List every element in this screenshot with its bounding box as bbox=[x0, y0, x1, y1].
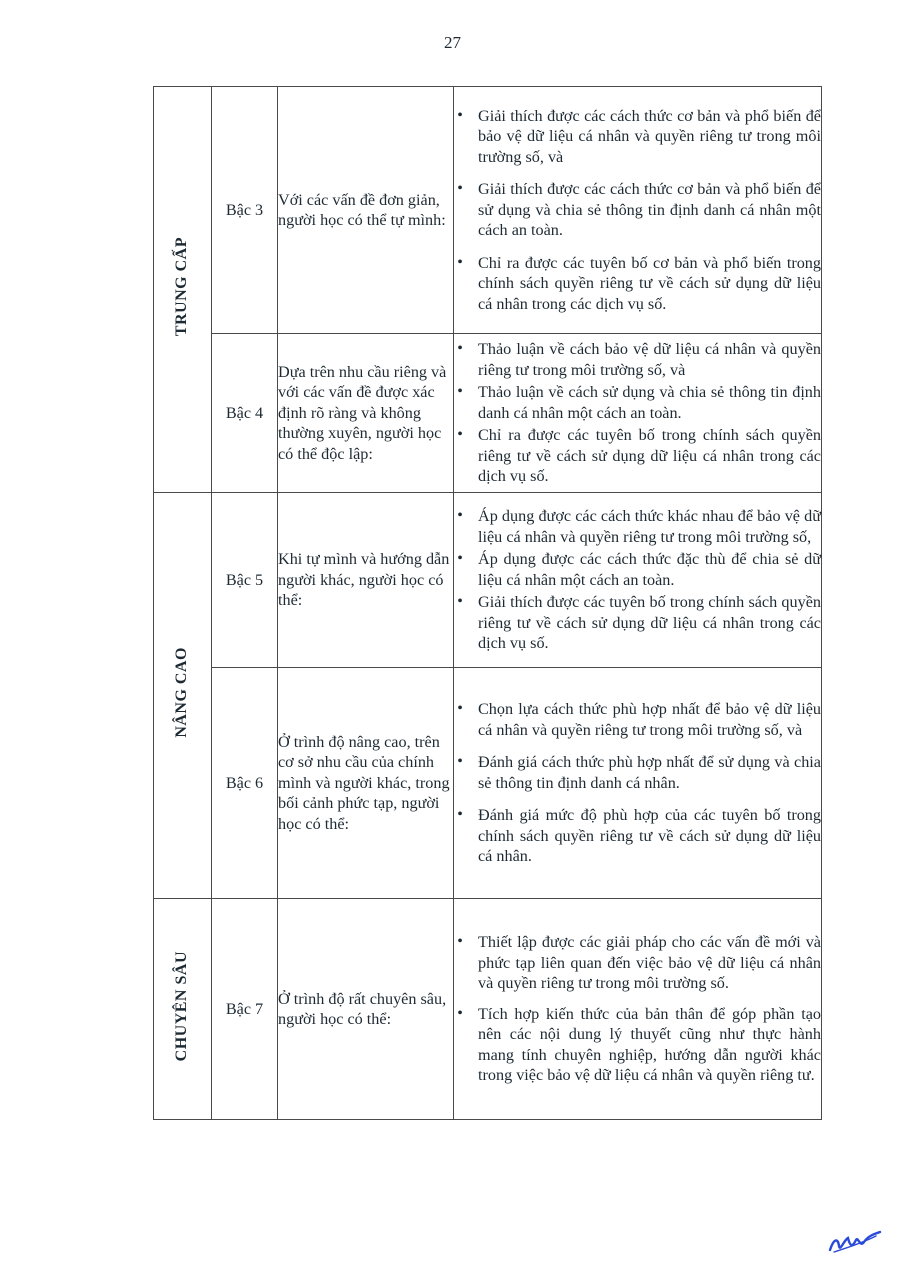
level-cell: Bậc 3 bbox=[212, 87, 278, 334]
outcomes-cell bbox=[454, 334, 822, 493]
signature-mark bbox=[826, 1228, 882, 1256]
bullet-icon: • bbox=[457, 253, 463, 271]
list-item: • Thiết lập được các giải pháp cho các vấn đề mới và phức tạp liên quan đến việc bảo vệ dữ liệu cá nhân và quyền riêng tư trong môi trường số. bbox=[454, 932, 821, 994]
group-label: TRUNG CẤP bbox=[173, 237, 191, 337]
bullet-icon: • bbox=[457, 340, 463, 358]
list-item: • Giải thích được các tuyên bố trong chính sách quyền riêng tư về cách sử dụng dữ liệu cá nhân trong các dịch vụ số. bbox=[454, 592, 821, 654]
table-row bbox=[154, 87, 822, 334]
list-item: • Áp dụng được các cách thức đặc thù để chia sẻ dữ liệu cá nhân một cách an toàn. bbox=[454, 549, 821, 590]
outcomes-cell bbox=[454, 668, 822, 899]
group-cell-chuyen-sau bbox=[154, 899, 212, 1120]
level-cell: Bậc 7 bbox=[212, 899, 278, 1120]
bullet-icon: • bbox=[457, 1004, 463, 1022]
list-item: • Giải thích được các cách thức cơ bản và phổ biến để bảo vệ dữ liệu cá nhân và quyền riêng tư trong môi trường số, và bbox=[454, 106, 821, 168]
description-cell: Khi tự mình và hướng dẫn người khác, người học có thể: bbox=[278, 493, 454, 668]
bullet-icon: • bbox=[457, 593, 463, 611]
description-cell: Với các vấn đề đơn giản, người học có thể tự mình: bbox=[278, 87, 454, 334]
list-item: • Chọn lựa cách thức phù hợp nhất để bảo vệ dữ liệu cá nhân và quyền riêng tư trong môi trường số, và bbox=[454, 699, 821, 740]
list-item: • Đánh giá mức độ phù hợp của các tuyên bố trong chính sách quyền riêng tư về cách sử dụng dữ liệu cá nhân. bbox=[454, 805, 821, 867]
list-item: • Giải thích được các cách thức cơ bản và phổ biến để sử dụng và chia sẻ thông tin định danh cá nhân một cách an toàn. bbox=[454, 179, 821, 241]
group-label: NÂNG CAO bbox=[173, 647, 191, 739]
outcome-list bbox=[454, 106, 821, 315]
list-item: • Thảo luận về cách bảo vệ dữ liệu cá nhân và quyền riêng tư trong môi trường số, và bbox=[454, 339, 821, 380]
list-item: • Áp dụng được các cách thức khác nhau để bảo vệ dữ liệu cá nhân và quyền riêng tư trong môi trường số, bbox=[454, 506, 821, 547]
bullet-icon: • bbox=[457, 753, 463, 771]
bullet-icon: • bbox=[457, 507, 463, 525]
outcome-list bbox=[454, 699, 821, 867]
list-item: • Chỉ ra được các tuyên bố cơ bản và phổ biến trong chính sách quyền riêng tư về cách sử dụng dữ liệu cá nhân trong các dịch vụ số. bbox=[454, 253, 821, 315]
bullet-icon: • bbox=[457, 383, 463, 401]
list-item: • Thảo luận về cách sử dụng và chia sẻ thông tin định danh cá nhân một cách an toàn. bbox=[454, 382, 821, 423]
list-item: • Tích hợp kiến thức của bản thân để góp phần tạo nên các nội dung lý thuyết cũng như thực hành mang tính chuyên nghiệp, hướng dẫn người khác trong việc bảo vệ dữ liệu cá nhân và quyền riêng tư. bbox=[454, 1004, 821, 1086]
description-cell: Ở trình độ rất chuyên sâu, người học có thể: bbox=[278, 899, 454, 1120]
table-row bbox=[154, 668, 822, 899]
group-label: CHUYÊN SÂU bbox=[173, 951, 191, 1062]
bullet-icon: • bbox=[457, 106, 463, 124]
table-row bbox=[154, 493, 822, 668]
level-cell: Bậc 6 bbox=[212, 668, 278, 899]
table-row bbox=[154, 899, 822, 1120]
level-cell: Bậc 4 bbox=[212, 334, 278, 493]
list-item: • Chỉ ra được các tuyên bố trong chính sách quyền riêng tư về cách sử dụng dữ liệu cá nhân trong các dịch vụ số. bbox=[454, 425, 821, 487]
bullet-icon: • bbox=[457, 180, 463, 198]
page-number: 27 bbox=[444, 33, 461, 52]
outcomes-cell bbox=[454, 493, 822, 668]
outcomes-cell bbox=[454, 899, 822, 1120]
outcome-list bbox=[454, 932, 821, 1086]
group-cell-nang-cao bbox=[154, 493, 212, 899]
bullet-icon: • bbox=[457, 933, 463, 951]
list-item: • Đánh giá cách thức phù hợp nhất để sử dụng và chia sẻ thông tin định danh cá nhân. bbox=[454, 752, 821, 793]
outcomes-cell bbox=[454, 87, 822, 334]
bullet-icon: • bbox=[457, 700, 463, 718]
outcome-list bbox=[454, 339, 821, 487]
description-cell: Dựa trên nhu cầu riêng và với các vấn đề được xác định rõ ràng và không thường xuyên, người học có thể độc lập: bbox=[278, 334, 454, 493]
table-row bbox=[154, 334, 822, 493]
description-cell: Ở trình độ nâng cao, trên cơ sở nhu cầu của chính mình và người khác, trong bối cảnh phức tạp, người học có thể: bbox=[278, 668, 454, 899]
bullet-icon: • bbox=[457, 550, 463, 568]
bullet-icon: • bbox=[457, 426, 463, 444]
group-cell-trung-cap bbox=[154, 87, 212, 493]
competency-table bbox=[153, 86, 822, 1120]
outcome-list bbox=[454, 506, 821, 654]
level-cell: Bậc 5 bbox=[212, 493, 278, 668]
bullet-icon: • bbox=[457, 806, 463, 824]
